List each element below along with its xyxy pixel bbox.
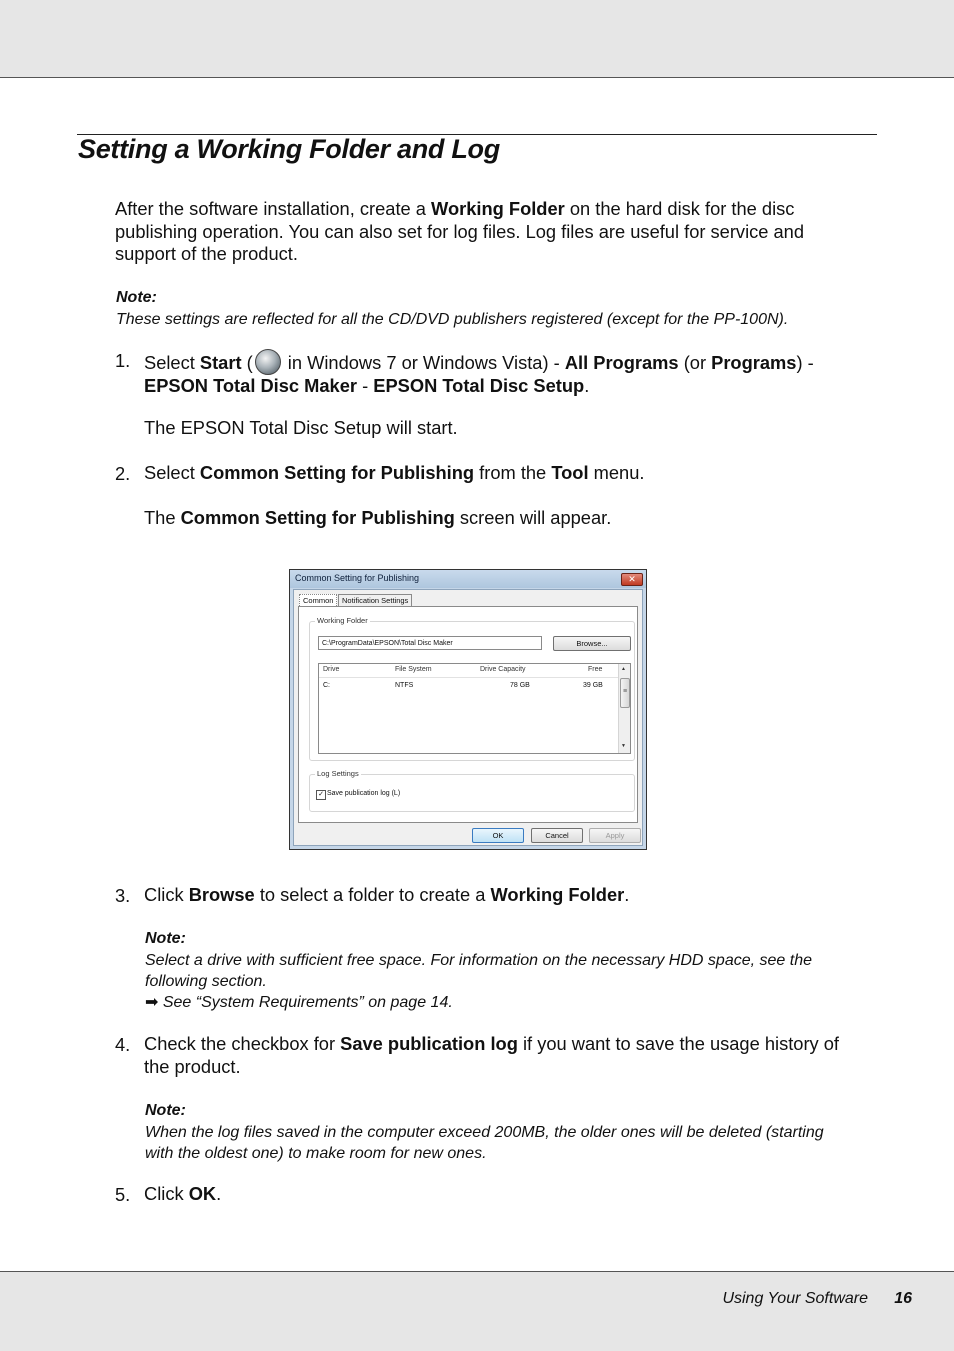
- step-5-number: 5.: [115, 1184, 131, 1205]
- note-4-label: Note:: [145, 1102, 186, 1119]
- tab-common[interactable]: Common: [299, 594, 337, 610]
- column-header-file-system[interactable]: File System: [395, 666, 432, 673]
- drive-cell[interactable]: C:: [323, 682, 330, 689]
- note-1-text: These settings are reflected for all the CD/DVD publishers registered (except for the PP-100N).: [116, 311, 789, 328]
- capacity-cell: 78 GB: [510, 682, 530, 689]
- log-settings-group: [309, 769, 635, 812]
- note-1-label: Note:: [116, 289, 157, 306]
- step-3-text: Click Browse to select a folder to create a Working Folder.: [144, 884, 630, 905]
- footer-section-title: Using Your Software: [722, 1290, 868, 1307]
- arrow-icon: ➡: [145, 994, 159, 1011]
- ok-button[interactable]: OK: [472, 828, 524, 843]
- tab-notification-settings[interactable]: Notification Settings: [338, 594, 412, 607]
- save-log-label[interactable]: Save publication log (L): [327, 790, 401, 797]
- common-setting-dialog: [289, 569, 647, 850]
- dialog-body: [293, 589, 643, 846]
- intro-line-2: publishing operation. You can also set for log files. Log files are useful for service and: [115, 220, 805, 242]
- page-header-band: [0, 0, 954, 78]
- cross-reference-link[interactable]: See “System Requirements” on page 14.: [158, 994, 453, 1011]
- list-scrollbar[interactable]: [618, 664, 630, 753]
- intro-text: After the software installation, create a: [115, 198, 432, 219]
- browse-button[interactable]: Browse...: [553, 636, 631, 651]
- close-icon[interactable]: ✕: [621, 573, 643, 586]
- working-folder-group: [309, 616, 635, 761]
- column-header-free[interactable]: Free: [588, 666, 603, 673]
- step-1-number: 1.: [115, 350, 131, 371]
- column-header-drive[interactable]: Drive: [323, 666, 340, 673]
- working-folder-label: Working Folder: [317, 616, 368, 625]
- step-3-number: 3.: [115, 885, 131, 906]
- note-3-label: Note:: [145, 930, 186, 947]
- dialog-title-bar: [290, 570, 646, 588]
- note-3-text: Select a drive with sufficient free space. For information on the necessary HDD space, see the following section. ➡ See “System Requirements” on page 14.: [145, 952, 812, 1011]
- column-header-drive-capacity[interactable]: Drive Capacity: [480, 666, 526, 673]
- page-footer-band: [0, 1271, 954, 1351]
- free-cell: 39 GB: [583, 682, 603, 689]
- drive-list: [318, 663, 631, 754]
- step-1-text: Select Start ( in Windows 7 or Windows Vista) - All Programs (or Programs) - EPSON Total Disc Maker - EPSON Total Disc Setup.: [144, 349, 884, 398]
- step-2-result: The Common Setting for Publishing screen will appear.: [144, 507, 612, 528]
- step-2-text: Select Common Setting for Publishing from the Tool menu.: [144, 462, 645, 483]
- step-5-text: Click OK.: [144, 1183, 222, 1204]
- step-4-text: Check the checkbox for Save publication log if you want to save the usage history of the product.: [144, 1033, 840, 1077]
- dialog-title: Common Setting for Publishing: [295, 573, 420, 583]
- scroll-thumb[interactable]: ≡: [620, 678, 630, 708]
- windows-start-icon: [255, 349, 281, 375]
- log-settings-label: Log Settings: [317, 769, 359, 778]
- page-number: 16: [894, 1290, 912, 1307]
- apply-button[interactable]: Apply: [589, 828, 641, 843]
- step-4-number: 4.: [115, 1034, 131, 1055]
- folder-path-input[interactable]: C:\ProgramData\EPSON\Total Disc Maker: [318, 636, 542, 650]
- note-4-text: When the log files saved in the computer exceed 200MB, the older ones will be deleted (starting with the oldest one) to make room for new ones.: [145, 1124, 824, 1162]
- tab-panel: [298, 606, 638, 823]
- scroll-down-icon[interactable]: ▼: [621, 743, 626, 749]
- intro-line-3: support of the product.: [115, 243, 298, 264]
- page-title: Setting a Working Folder and Log: [78, 134, 500, 164]
- intro-bold-working-folder: Working Folder: [431, 198, 565, 219]
- header-divider: [319, 677, 619, 678]
- save-log-checkbox[interactable]: ✓: [316, 790, 326, 800]
- intro-paragraph: [115, 198, 875, 266]
- cancel-button[interactable]: Cancel: [531, 828, 583, 843]
- intro-text: on the hard disk for the disc: [564, 198, 795, 219]
- scroll-up-icon[interactable]: ▲: [621, 666, 626, 672]
- step-1-result: The EPSON Total Disc Setup will start.: [144, 417, 458, 438]
- step-2-number: 2.: [115, 463, 131, 484]
- file-system-cell: NTFS: [395, 682, 414, 689]
